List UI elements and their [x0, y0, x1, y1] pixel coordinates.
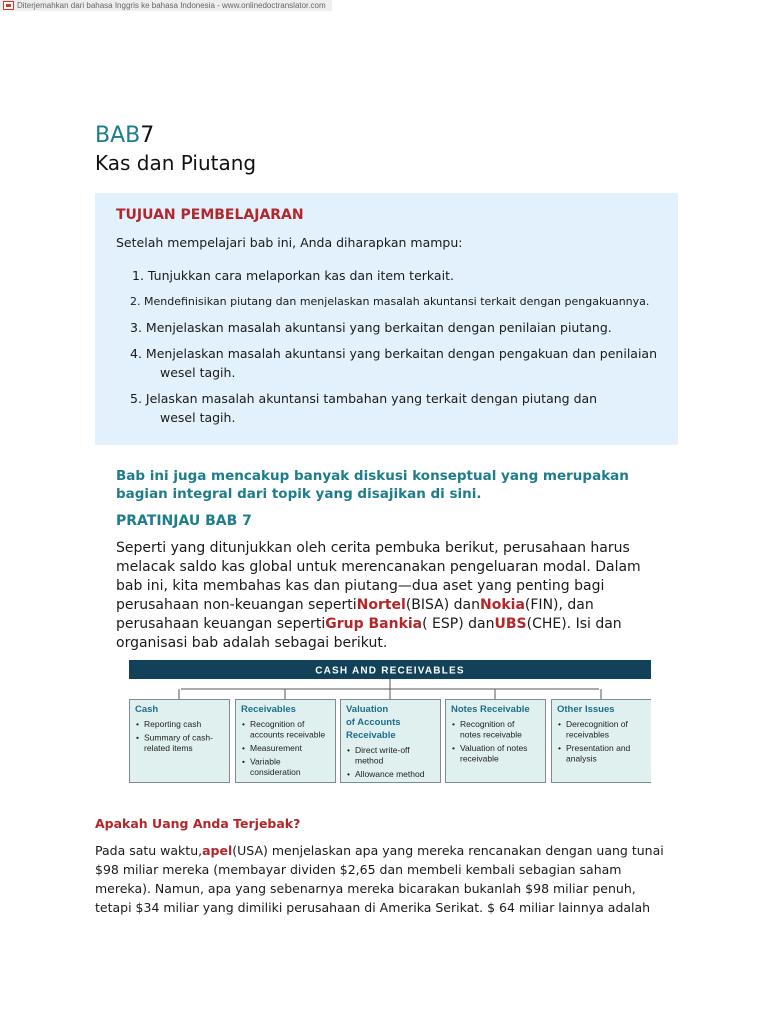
- topic-item: consideration: [250, 767, 301, 777]
- bullet-icon: •: [347, 769, 350, 779]
- objective-text-cont: wesel tagih.: [160, 410, 236, 425]
- topic-item: Recognition of: [250, 719, 305, 729]
- bullet-icon: •: [558, 719, 561, 729]
- objectives-heading: TUJUAN PEMBELAJARAN: [116, 207, 304, 223]
- preview-text: (CHE). Isi dan organisasi bab adalah sebagai berikut.: [116, 616, 622, 651]
- topic-item: related items: [144, 743, 193, 753]
- diagram-title: CASH AND RECEIVABLES: [315, 665, 465, 677]
- chapter-label: BAB: [95, 123, 141, 148]
- bullet-icon: •: [242, 743, 245, 753]
- conceptual-note: Bab ini juga mencakup banyak diskusi konseptual yang merupakan bagian integral dari topik yang disajikan di sini.: [116, 468, 629, 502]
- topic-title: Receivable: [346, 730, 396, 741]
- topic-item: Reporting cash: [144, 719, 202, 729]
- topic-item: Derecognition of: [566, 719, 628, 729]
- topic-item: analysis: [566, 753, 597, 764]
- objective-number: 3.: [130, 320, 142, 335]
- objective-text: Mendefinisikan piutang dan menjelaskan masalah akuntansi terkait dengan pengakuannya.: [144, 295, 650, 308]
- topic-item: Recognition of: [460, 719, 515, 729]
- opening-story: [95, 816, 675, 917]
- organization-diagram: [129, 660, 651, 784]
- objectives-intro: Setelah mempelajari bab ini, Anda diharapkan mampu:: [116, 235, 463, 250]
- preview-heading: PRATINJAU BAB 7: [116, 513, 252, 529]
- objectives-list: [116, 266, 657, 427]
- company-nokia: Nokia: [480, 597, 525, 613]
- preview-text: ( ESP) dan: [422, 616, 495, 632]
- topic-title: Cash: [135, 704, 159, 715]
- preview-paragraph: [116, 539, 656, 653]
- chapter-overview: [116, 467, 656, 653]
- learning-objectives-box: [95, 193, 678, 445]
- bullet-icon: •: [242, 756, 245, 767]
- bullet-icon: •: [136, 732, 139, 743]
- story-text: Pada satu waktu,: [95, 843, 203, 858]
- objective-item: [116, 344, 657, 382]
- objective-number: 1.: [132, 268, 144, 283]
- topic-item: notes receivable: [460, 729, 522, 740]
- bullet-icon: •: [347, 745, 350, 755]
- preview-text: (FIN), dan perusahaan keuangan seperti: [116, 597, 594, 632]
- chapter-title: Kas dan Piutang: [95, 151, 257, 175]
- topic-title: Notes Receivable: [451, 704, 530, 715]
- objective-text-cont: wesel tagih.: [160, 365, 236, 380]
- topic-item: accounts receivable: [250, 729, 326, 740]
- company-bankia: Grup Bankia: [325, 616, 423, 632]
- objective-item: [116, 389, 657, 427]
- topic-item: Valuation of notes: [460, 743, 528, 753]
- topic-item: Measurement: [250, 743, 302, 753]
- topic-title: Valuation: [346, 704, 389, 715]
- company-nortel: Nortel: [356, 597, 406, 613]
- objective-text: Jelaskan masalah akuntansi tambahan yang terkait dengan piutang dan: [145, 391, 598, 406]
- topic-item: Allowance method: [355, 769, 425, 779]
- objective-text: Menjelaskan masalah akuntansi yang berkaitan dengan pengakuan dan penilaian: [145, 346, 658, 361]
- topic-item: Variable: [250, 756, 281, 767]
- objective-item: [116, 318, 657, 337]
- objective-text: Menjelaskan masalah akuntansi yang berkaitan dengan penilaian piutang.: [145, 320, 612, 335]
- chapter-heading: [95, 122, 256, 176]
- objective-number: 2.: [130, 295, 141, 308]
- topic-item: receivables: [566, 729, 609, 740]
- bullet-icon: •: [136, 719, 139, 729]
- story-paragraph: [95, 841, 675, 917]
- objective-item: [116, 292, 657, 311]
- bullet-icon: •: [452, 743, 455, 753]
- chapter-number: [95, 122, 256, 150]
- company-apel: apel: [202, 843, 233, 858]
- preview-text: (BISA) dan: [405, 597, 481, 613]
- topic-title: of Accounts: [346, 717, 401, 728]
- topic-item: Summary of cash-: [144, 732, 213, 743]
- pdf-icon: [3, 1, 14, 10]
- story-heading: Apakah Uang Anda Terjebak?: [95, 816, 301, 831]
- topic-item: Presentation and: [566, 743, 631, 753]
- banner-text: Diterjemahkan dari bahasa Inggris ke bahasa Indonesia - www.onlinedoctranslator.com: [17, 1, 326, 10]
- chapter-num: 7: [140, 123, 155, 148]
- objective-number: 4.: [130, 346, 142, 361]
- topic-item: receivable: [460, 753, 499, 764]
- objective-number: 5.: [130, 391, 142, 406]
- bullet-icon: •: [558, 743, 561, 753]
- bullet-icon: •: [242, 719, 245, 729]
- preview-text: Seperti yang ditunjukkan oleh cerita pembuka berikut, perusahaan harus melacak saldo kas global untuk merencanakan pengeluaran modal. Dalam bab ini, kita membahas kas dan piutang—dua aset yang penting bagi perusahaan non-keuangan seperti: [116, 540, 641, 613]
- story-text: (USA) menjelaskan apa yang mereka rencanakan dengan uang tunai $98 miliar mereka (membayar dividen $2,65 dan membeli kembali sebagian saham mereka). Namun, apa yang sebenarnya mereka bicarakan bukanlah $98 miliar penuh, tetapi $34 miliar yang dimiliki perusahaan di Amerika Serikat. $ 64 miliar lainnya adalah: [95, 843, 664, 915]
- topic-item: method: [355, 755, 384, 766]
- translation-banner: [0, 0, 332, 11]
- chapter-organization-chart: [129, 660, 651, 784]
- topic-item: Direct write-off: [355, 745, 410, 755]
- company-ubs: UBS: [494, 616, 527, 632]
- objective-item: [116, 266, 657, 285]
- topic-title: Other Issues: [557, 704, 615, 715]
- bullet-icon: •: [452, 719, 455, 729]
- objective-text: Tunjukkan cara melaporkan kas dan item terkait.: [147, 268, 454, 283]
- topic-title: Receivables: [241, 704, 296, 715]
